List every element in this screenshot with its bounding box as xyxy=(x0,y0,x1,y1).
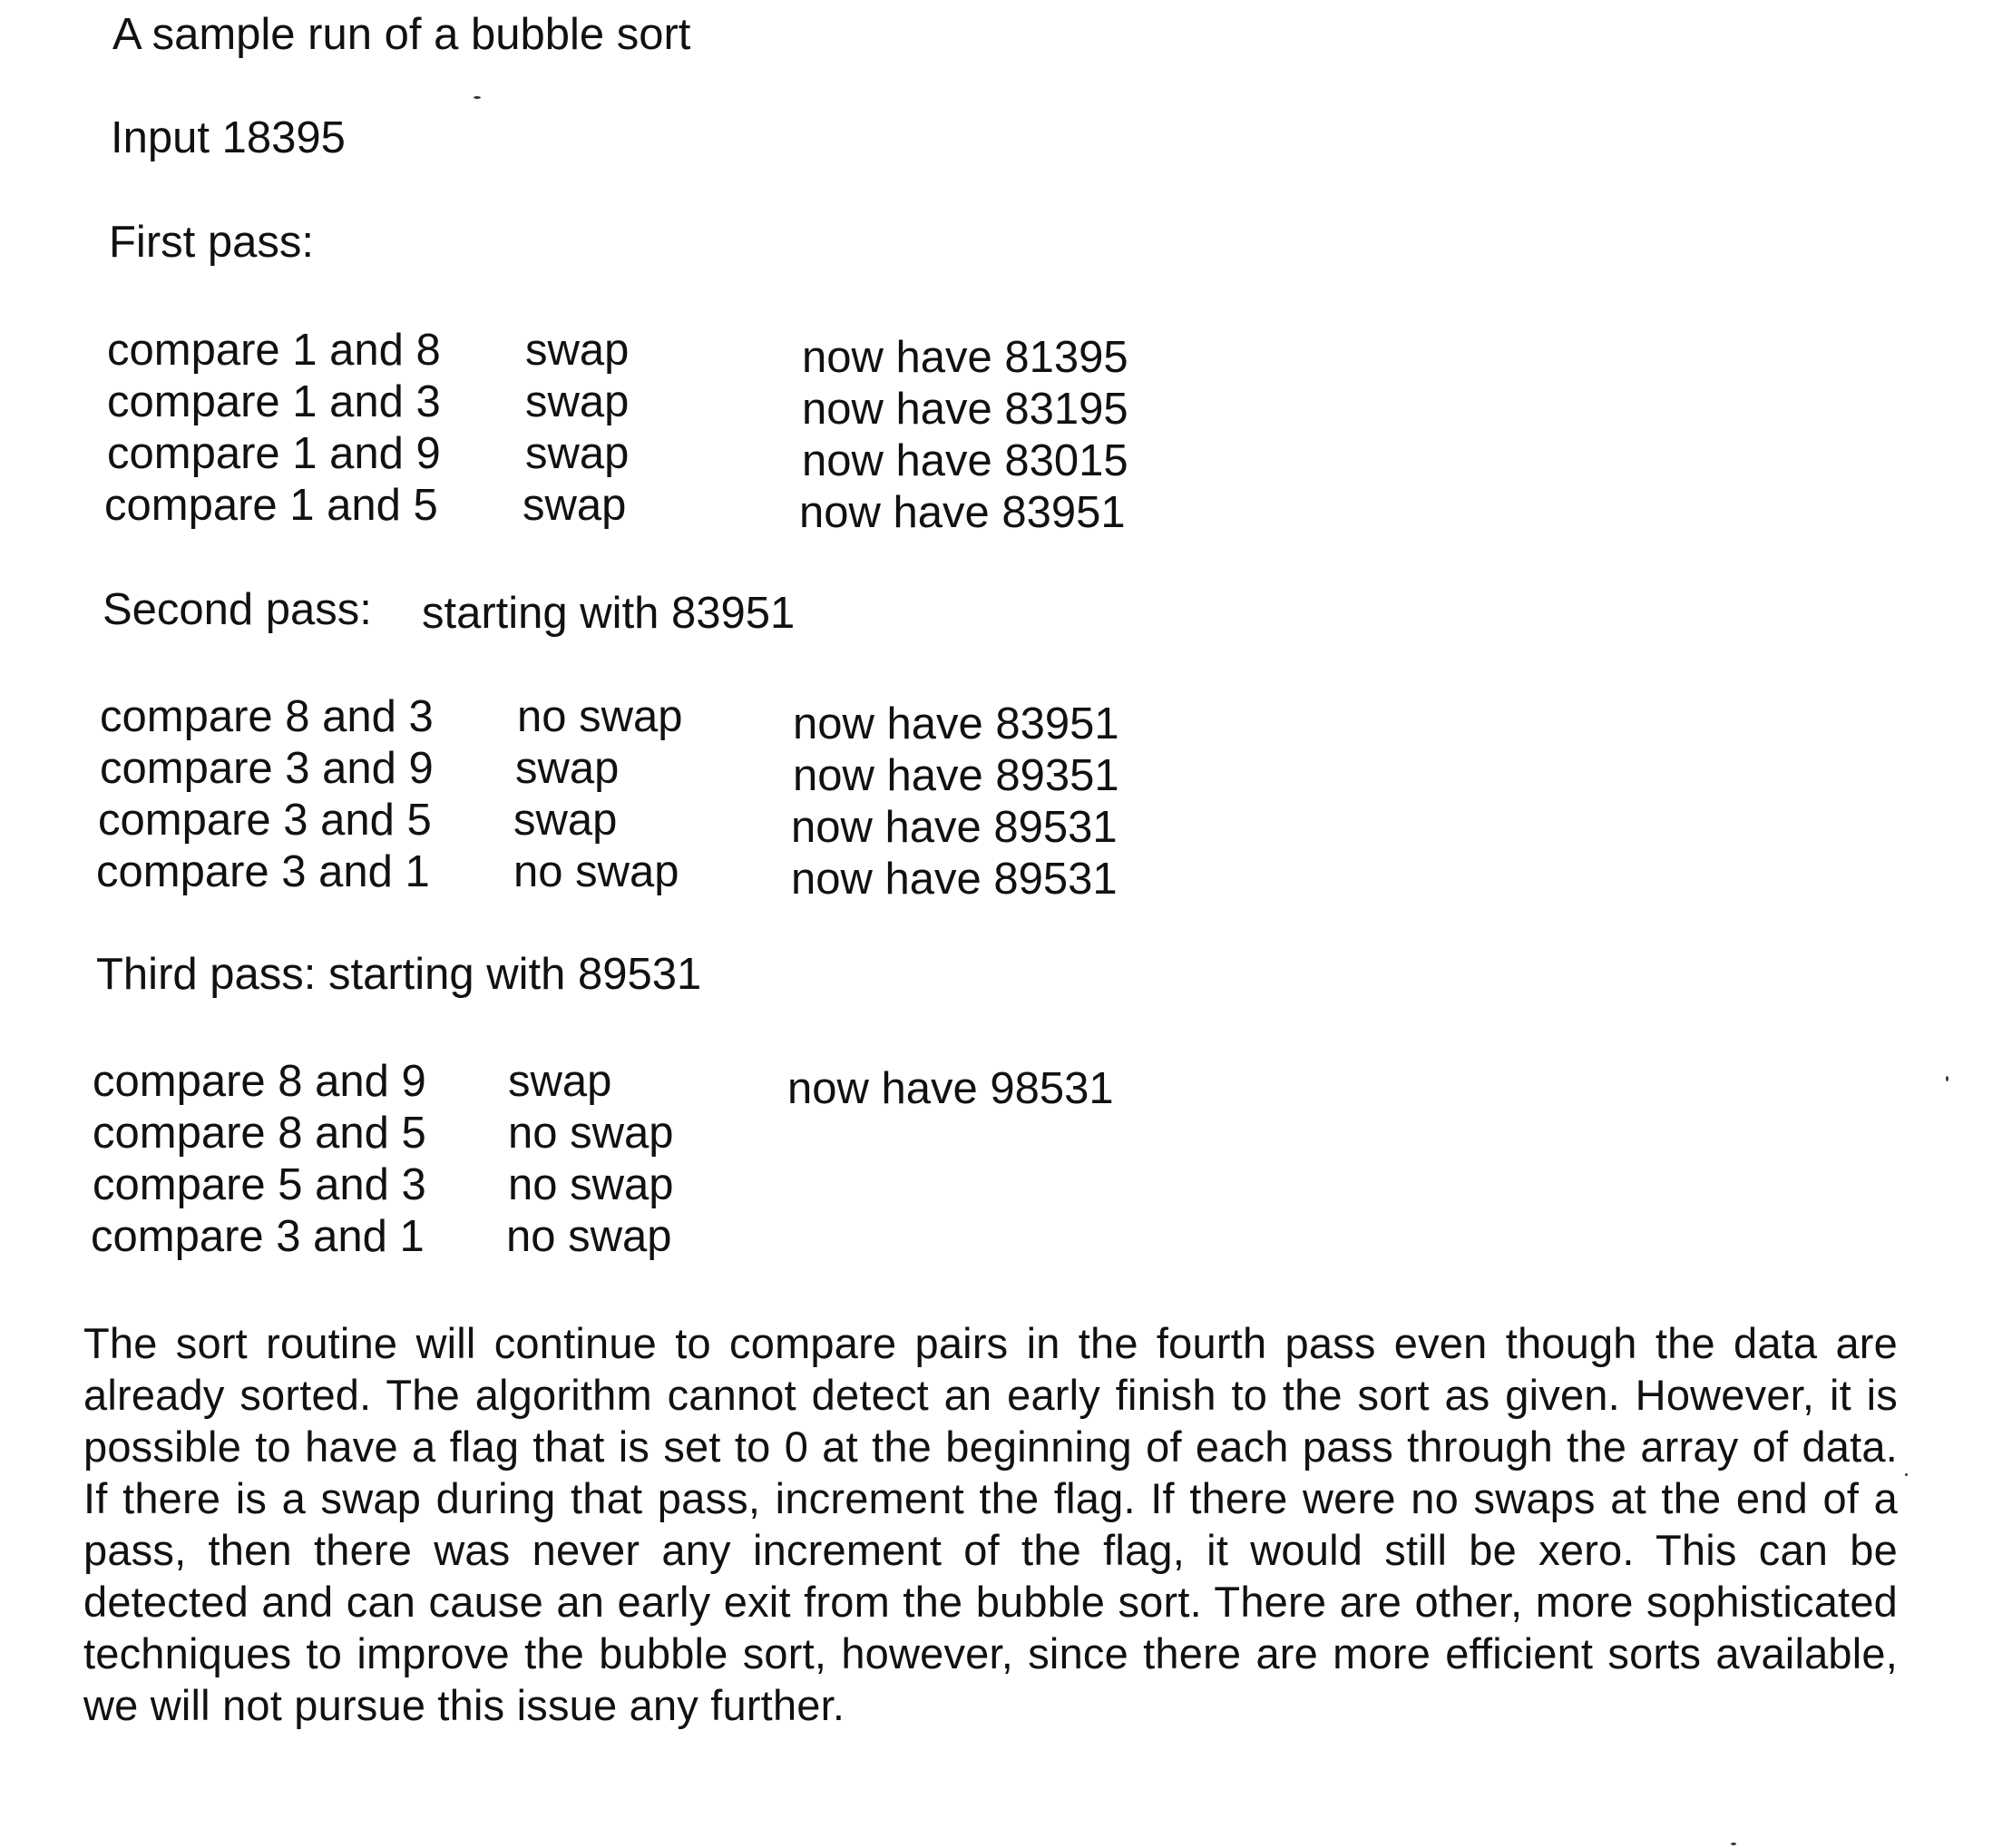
result-cell: now have 89351 xyxy=(793,751,1119,800)
action-cell: no swap xyxy=(506,1212,672,1261)
result-cell: now have 89531 xyxy=(791,803,1118,852)
table-row xyxy=(100,798,1188,850)
table-row xyxy=(93,1160,1181,1215)
scan-speck xyxy=(1946,1076,1949,1081)
action-cell: swap xyxy=(525,326,630,375)
compare-cell: compare 5 and 3 xyxy=(93,1160,426,1209)
action-cell: swap xyxy=(513,796,618,845)
input-label: Input 18395 xyxy=(111,113,346,162)
table-row xyxy=(104,481,1196,537)
action-cell: swap xyxy=(508,1057,612,1106)
action-cell: no swap xyxy=(513,847,679,896)
result-cell: now have 83951 xyxy=(799,488,1126,537)
result-cell: now have 83195 xyxy=(802,385,1128,434)
table-row xyxy=(100,692,1188,748)
table-row xyxy=(93,1111,1181,1163)
table-row xyxy=(96,847,1188,904)
table-row xyxy=(107,328,1196,380)
compare-cell: compare 1 and 3 xyxy=(107,377,441,426)
compare-cell: compare 1 and 8 xyxy=(107,326,441,375)
table-row xyxy=(91,1212,1181,1266)
result-cell: now have 83951 xyxy=(793,699,1119,748)
action-cell: swap xyxy=(515,744,620,793)
action-cell: no swap xyxy=(517,692,683,741)
second-pass-heading: Second pass: xyxy=(103,585,372,634)
table-row xyxy=(100,744,1188,800)
compare-cell: compare 3 and 1 xyxy=(96,847,430,896)
action-cell: no swap xyxy=(508,1160,674,1209)
document-title: A sample run of a bubble sort xyxy=(112,10,691,59)
scan-speck xyxy=(1905,1473,1908,1476)
table-row xyxy=(107,377,1196,434)
table-row xyxy=(93,1057,1181,1113)
scan-speck xyxy=(1731,1843,1736,1845)
table-row xyxy=(107,429,1196,485)
compare-cell: compare 8 and 9 xyxy=(93,1057,426,1106)
compare-cell: compare 1 and 9 xyxy=(107,429,441,478)
compare-cell: compare 8 and 3 xyxy=(100,692,434,741)
action-cell: swap xyxy=(523,481,627,530)
action-cell: swap xyxy=(525,429,630,478)
first-pass-heading: First pass: xyxy=(109,218,314,267)
compare-cell: compare 8 and 5 xyxy=(93,1109,426,1158)
compare-cell: compare 3 and 9 xyxy=(100,744,434,793)
result-cell: now have 83015 xyxy=(802,436,1128,485)
compare-cell: compare 1 and 5 xyxy=(104,481,438,530)
compare-cell: compare 3 and 5 xyxy=(98,796,432,845)
scan-speck xyxy=(474,96,481,99)
result-cell: now have 81395 xyxy=(802,333,1128,382)
third-pass-heading: Third pass: starting with 89531 xyxy=(96,950,702,999)
closing-paragraph: The sort routine will continue to compare pairs in the fourth pass even though the data are already sorted. The algorithm cannot detect an early finish to the sort as given. However, it is possible to have a flag that is set to 0 at the beginning of each pass through the array of data. If there is a swap during that pass, increment the flag. If there were no swaps at the end of a pass, then there was never any increment of the flag, it would still be xero. This can be detected and can cause an early exit from the bubble sort. There are other, more sophisticated techniques to improve the bubble sort, however, since there are more efficient sorts available, we will not pursue this issue any further. xyxy=(83,1319,1898,1729)
compare-cell: compare 3 and 1 xyxy=(91,1212,425,1261)
action-cell: no swap xyxy=(508,1109,674,1158)
second-pass-start: starting with 83951 xyxy=(422,589,796,638)
result-cell: now have 98531 xyxy=(787,1064,1114,1113)
result-cell: now have 89531 xyxy=(791,855,1118,904)
action-cell: swap xyxy=(525,377,630,426)
